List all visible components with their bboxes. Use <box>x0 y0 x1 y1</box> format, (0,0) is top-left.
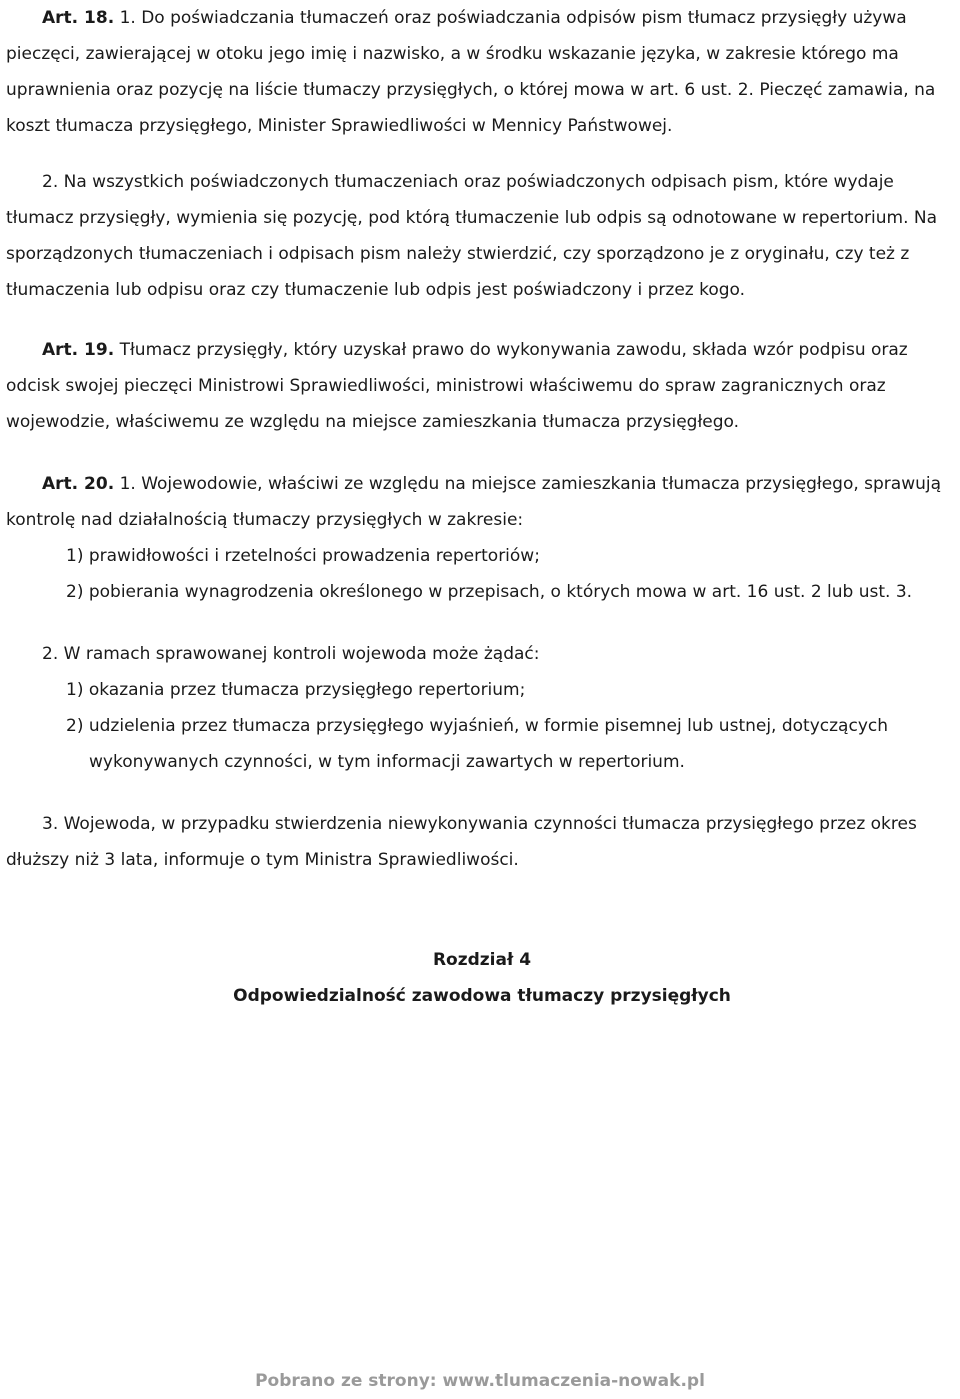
chapter-title: Odpowiedzialność zawodowa tłumaczy przysięgłych <box>233 986 731 1006</box>
art20-paragraph-1 <box>6 466 958 538</box>
paragraph-text: 1. Wojewodowie, właściwi ze względu na miejsce zamieszkania tłumacza przysięgłego, sprawują kontrolę nad działalnością tłumaczy przysięgłych w zakresie: <box>6 474 942 530</box>
list-item: 1) prawidłowości i rzetelności prowadzenia repertoriów; <box>66 546 540 566</box>
art20-paragraph-2: 2. W ramach sprawowanej kontroli wojewoda może żądać: <box>42 644 540 664</box>
list-item: 2) pobierania wynagrodzenia określonego w przepisach, o których mowa w art. 16 ust. 2 lub ust. 3. <box>66 582 913 602</box>
art18-paragraph-1 <box>6 0 958 144</box>
chapter-number: Rozdział 4 <box>432 950 532 970</box>
article-label: Art. 18. <box>42 8 115 28</box>
paragraph-text: 1. Do poświadczania tłumaczeń oraz poświadczania odpisów pism tłumacz przysięgły używa pieczęci, zawierającej w otoku jego imię i nazwisko, a w środku wskazanie języka, w zakresie którego ma uprawnienia oraz pozycję na liście tłumaczy przysięgłych, o której mowa w art. 6 ust. 2. Pieczęć zamawia, na koszt tłumacza przysięgłego, Minister Sprawiedliwości w Mennicy Państwowej. <box>6 8 936 136</box>
list-item: 1) okazania przez tłumacza przysięgłego repertorium; <box>66 680 526 700</box>
article-label: Art. 20. <box>42 474 115 494</box>
art18-paragraph-2: 2. Na wszystkich poświadczonych tłumaczeniach oraz poświadczonych odpisach pism, które wydaje tłumacz przysięgły, wymienia się pozycję, pod którą tłumaczenie lub odpis są odnotowane w repertorium. Na sporządzonych tłumaczeniach i odpisach pism należy stwierdzić, czy sporządzono je z oryginału, czy też z tłumaczenia lub odpisu oraz czy tłumaczenie lub odpis jest poświadczony i przez kogo. <box>6 172 938 300</box>
art19-paragraph <box>6 332 958 440</box>
list-item: 2) udzielenia przez tłumacza przysięgłego wyjaśnień, w formie pisemnej lub ustnej, dotyczących wykonywanych czynności, w tym informacji zawartych w repertorium. <box>66 716 889 772</box>
paragraph-text: Tłumacz przysięgły, który uzyskał prawo do wykonywania zawodu, składa wzór podpisu oraz odcisk swojej pieczęci Ministrowi Sprawiedliwości, ministrowi właściwemu do spraw zagranicznych oraz wojewodzie, właściwemu ze względu na miejsce zamieszkania tłumacza przysięgłego. <box>6 340 908 432</box>
page-footer: Pobrano ze strony: www.tlumaczenia-nowak.pl <box>255 1371 705 1391</box>
article-label: Art. 19. <box>42 340 115 360</box>
document-page <box>6 0 958 1014</box>
art20-paragraph-3: 3. Wojewoda, w przypadku stwierdzenia niewykonywania czynności tłumacza przysięgłego przez okres dłuższy niż 3 lata, informuje o tym Ministra Sprawiedliwości. <box>6 814 917 870</box>
